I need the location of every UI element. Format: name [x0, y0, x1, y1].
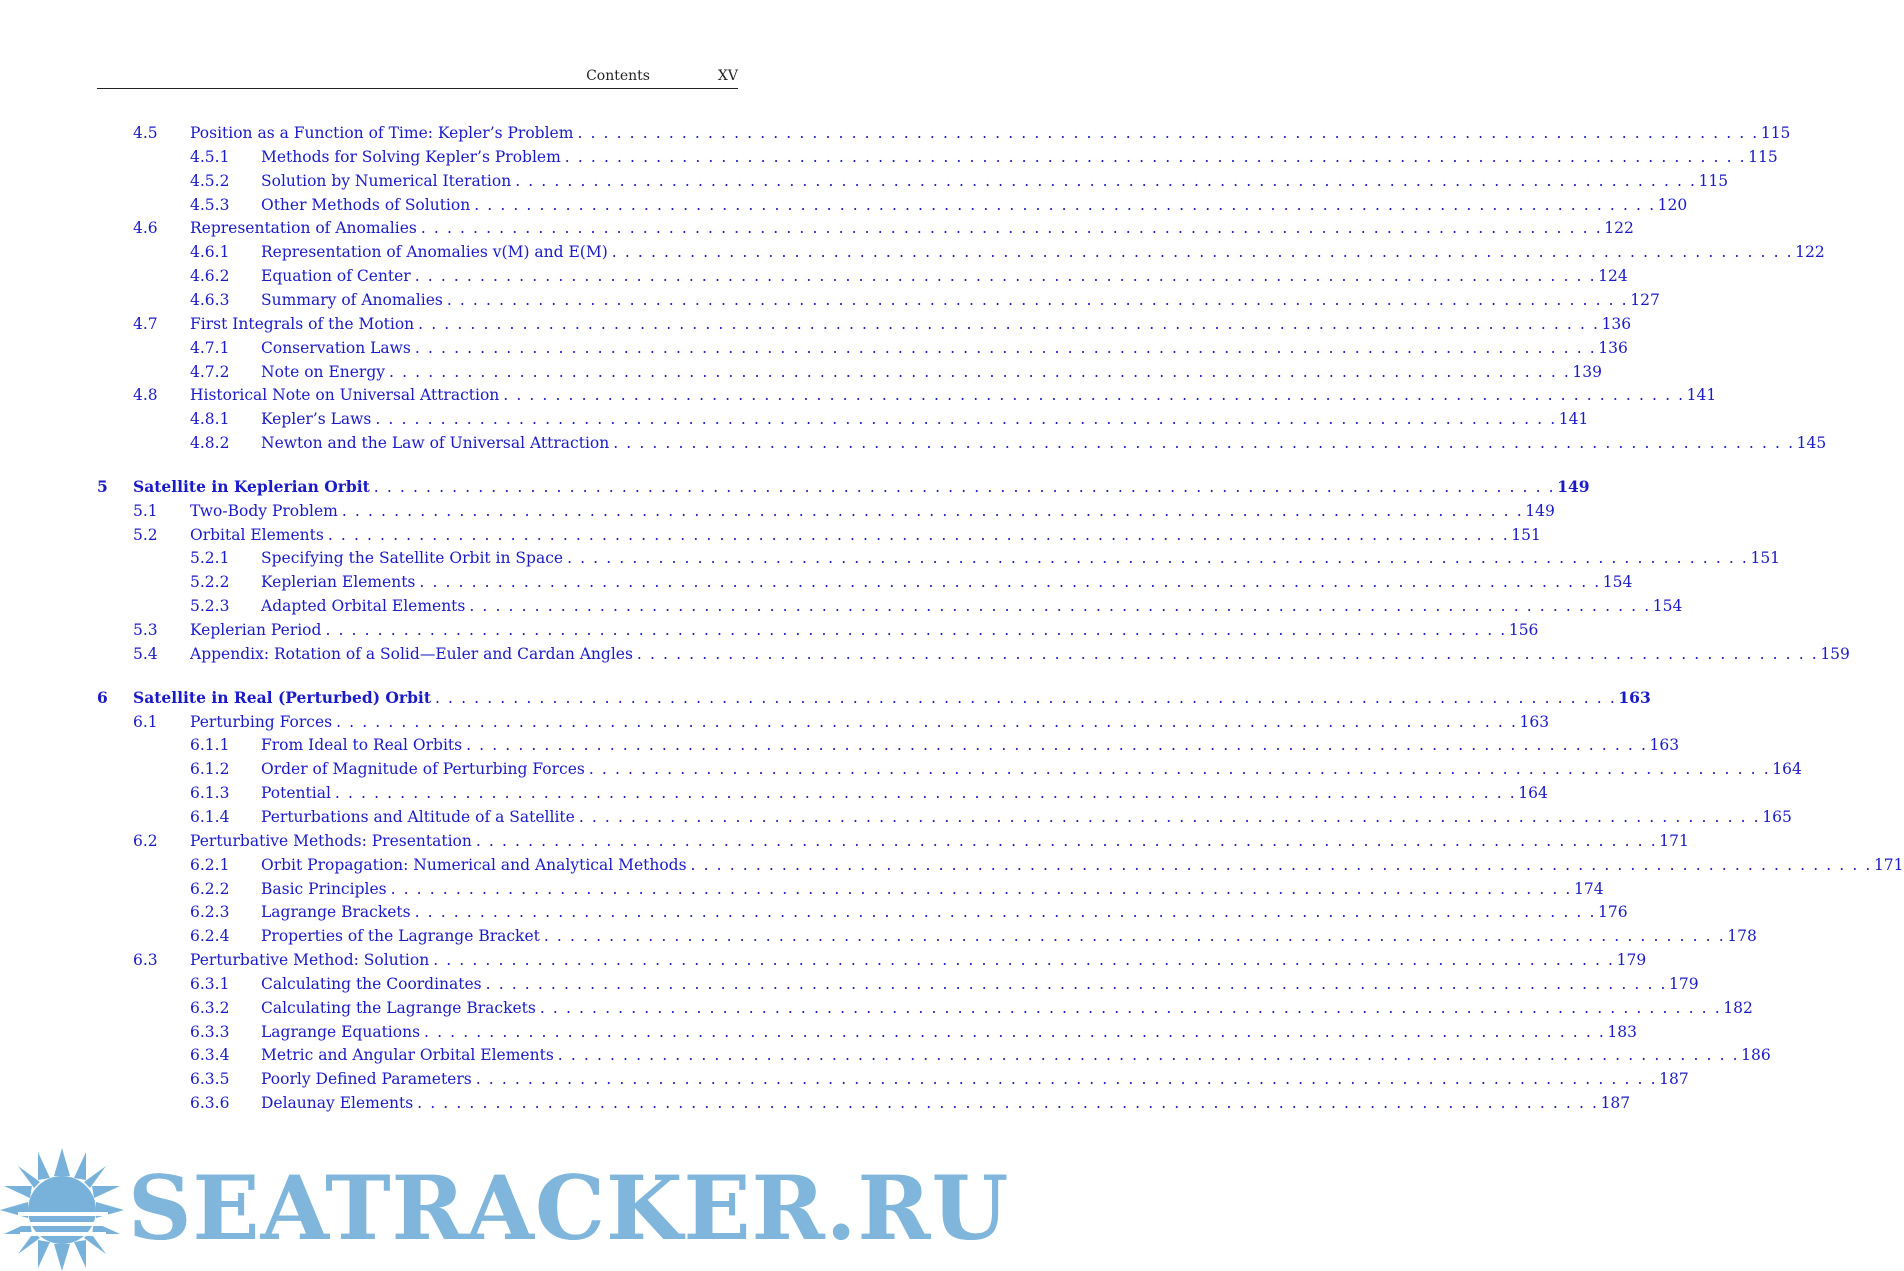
- toc-subsection-row[interactable]: [190, 337, 1628, 359]
- toc-section-row[interactable]: [133, 122, 1791, 144]
- toc-number: 6.3.2: [190, 999, 230, 1017]
- toc-entry: [190, 711, 1550, 733]
- toc-subsection-row[interactable]: [190, 571, 1633, 593]
- toc-leader-dots: [421, 217, 1602, 239]
- toc-number: 4.5.2: [190, 172, 230, 190]
- toc-title: Two-Body Problem: [190, 502, 338, 520]
- toc-page-number: 115: [1748, 148, 1778, 166]
- toc-subsection-row[interactable]: [190, 1092, 1631, 1114]
- toc-section-row[interactable]: [133, 711, 1550, 733]
- toc-page-number: 136: [1598, 339, 1628, 357]
- toc-number: 4.8: [133, 386, 158, 404]
- toc-leader-dots: [447, 289, 1628, 311]
- toc-title: Representation of Anomalies v(M) and E(M): [261, 243, 608, 261]
- toc-subsection-row[interactable]: [190, 734, 1680, 756]
- header-page-number: XV: [717, 68, 738, 84]
- toc-number: 4.6.2: [190, 267, 230, 285]
- toc-subsection-row[interactable]: [190, 782, 1548, 804]
- toc-title: Calculating the Lagrange Brackets: [261, 999, 536, 1017]
- toc-subsection-row[interactable]: [190, 1021, 1638, 1043]
- toc-title: Calculating the Coordinates: [261, 975, 482, 993]
- toc-leader-dots: [336, 711, 1517, 733]
- toc-title: Note on Energy: [261, 363, 386, 381]
- toc-leader-dots: [579, 806, 1760, 828]
- toc-number: 4.8.2: [190, 434, 230, 452]
- toc-number: 5.1: [133, 502, 158, 520]
- toc-entry: [261, 734, 1680, 756]
- toc-number: 6.3: [133, 951, 158, 969]
- toc-title: Solution by Numerical Iteration: [261, 172, 512, 190]
- toc-page-number: 141: [1558, 410, 1589, 428]
- toc-page-number: 176: [1597, 903, 1628, 921]
- toc-subsection-row[interactable]: [190, 432, 1827, 454]
- toc-leader-dots: [374, 476, 1555, 498]
- toc-entry: [190, 619, 1539, 641]
- toc-leader-dots: [577, 122, 1758, 144]
- toc-chapter-row[interactable]: [97, 476, 1590, 498]
- toc-leader-dots: [544, 925, 1725, 947]
- toc-entry: [261, 146, 1778, 168]
- toc-entry: [190, 500, 1555, 522]
- toc-number: 4.5.1: [190, 148, 230, 166]
- toc-page-number: 187: [1659, 1070, 1689, 1088]
- toc-page-number: 163: [1618, 688, 1651, 707]
- header-title: Contents: [586, 68, 650, 84]
- toc-title: Orbital Elements: [190, 526, 324, 544]
- toc-title: Poorly Defined Parameters: [261, 1070, 472, 1088]
- toc-entry: [133, 687, 1651, 709]
- toc-title: Orbit Propagation: Numerical and Analytical Methods: [261, 856, 687, 874]
- toc-subsection-row[interactable]: [190, 806, 1792, 828]
- toc-section-row[interactable]: [133, 949, 1647, 971]
- toc-title: Summary of Anomalies: [261, 291, 443, 309]
- toc-title: Satellite in Keplerian Orbit: [133, 477, 370, 496]
- toc-section-row[interactable]: [133, 500, 1555, 522]
- toc-page-number: 145: [1796, 434, 1827, 452]
- toc-page-number: 186: [1741, 1046, 1771, 1064]
- toc-number: 6.1: [133, 713, 158, 731]
- toc-page-number: 163: [1649, 736, 1680, 754]
- toc-title: Kepler’s Laws: [261, 410, 372, 428]
- toc-leader-dots: [476, 1068, 1657, 1090]
- toc-leader-dots: [424, 1021, 1605, 1043]
- toc-page-number: 127: [1630, 291, 1660, 309]
- toc-title: From Ideal to Real Orbits: [261, 736, 463, 754]
- toc-leader-dots: [612, 241, 1793, 263]
- toc-number: 6.3.4: [190, 1046, 230, 1064]
- toc-title: Methods for Solving Kepler’s Problem: [261, 148, 561, 166]
- toc-entry: [261, 595, 1683, 617]
- toc-entry: [190, 384, 1717, 406]
- toc-entry: [261, 1021, 1638, 1043]
- toc-page-number: 149: [1525, 502, 1555, 520]
- toc-page-number: 187: [1600, 1094, 1631, 1112]
- toc-number: 4.7.2: [190, 363, 230, 381]
- toc-number: 6: [97, 688, 108, 707]
- toc-leader-dots: [417, 1092, 1598, 1114]
- toc-page-number: 154: [1652, 597, 1683, 615]
- toc-title: Satellite in Real (Perturbed) Orbit: [133, 688, 431, 707]
- toc-entry: [190, 217, 1634, 239]
- toc-entry: [190, 643, 1850, 665]
- toc-leader-dots: [415, 901, 1596, 923]
- toc-number: 6.2.2: [190, 880, 230, 898]
- toc-subsection-row[interactable]: [190, 997, 1753, 1019]
- toc-number: 6.3.6: [190, 1094, 230, 1112]
- toc-leader-dots: [433, 949, 1614, 971]
- toc-leader-dots: [415, 265, 1596, 287]
- toc-number: 6.2.3: [190, 903, 230, 921]
- toc-page-number: 171: [1659, 832, 1689, 850]
- toc-leader-dots: [474, 194, 1655, 216]
- toc-title: Specifying the Satellite Orbit in Space: [261, 549, 564, 567]
- toc-page-number: 124: [1598, 267, 1628, 285]
- toc-leader-dots: [375, 408, 1556, 430]
- toc-subsection-row[interactable]: [190, 408, 1589, 430]
- toc-page-number: 171: [1873, 856, 1904, 874]
- toc-entry: [261, 758, 1802, 780]
- toc-entry: [261, 806, 1792, 828]
- toc-entry: [261, 782, 1548, 804]
- toc-leader-dots: [335, 782, 1516, 804]
- toc-subsection-row[interactable]: [190, 361, 1603, 383]
- toc-number: 4.7.1: [190, 339, 230, 357]
- toc-page-number: 115: [1760, 124, 1791, 142]
- sun-logo-icon: [0, 1148, 130, 1271]
- toc-page-number: 149: [1557, 477, 1590, 496]
- toc-subsection-row[interactable]: [190, 758, 1802, 780]
- toc-title: Perturbative Methods: Presentation: [190, 832, 472, 850]
- toc-page-number: 122: [1795, 243, 1825, 261]
- toc-number: 5.4: [133, 645, 158, 663]
- toc-entry: [261, 265, 1628, 287]
- toc-entry: [261, 361, 1603, 383]
- toc-entry: [261, 997, 1753, 1019]
- toc-entry: [261, 1068, 1689, 1090]
- toc-page-number: 178: [1727, 927, 1757, 945]
- toc-leader-dots: [328, 524, 1509, 546]
- toc-subsection-row[interactable]: [190, 925, 1757, 947]
- toc-entry: [261, 432, 1827, 454]
- toc-entry: [261, 337, 1628, 359]
- toc-number: 6.3.5: [190, 1070, 230, 1088]
- toc-leader-dots: [415, 337, 1596, 359]
- toc-title: Adapted Orbital Elements: [261, 597, 466, 615]
- toc-entry: [261, 194, 1688, 216]
- toc-leader-dots: [567, 547, 1748, 569]
- toc-leader-dots: [558, 1044, 1739, 1066]
- toc-number: 6.2.4: [190, 927, 230, 945]
- toc-title: Lagrange Brackets: [261, 903, 411, 921]
- toc-number: 4.6.1: [190, 243, 230, 261]
- toc-number: 5: [97, 477, 108, 496]
- toc-page-number: 179: [1616, 951, 1647, 969]
- toc-leader-dots: [476, 830, 1657, 852]
- toc-number: 6.3.3: [190, 1023, 230, 1041]
- watermark: [0, 1148, 1010, 1271]
- toc-title: Historical Note on Universal Attraction: [190, 386, 500, 404]
- toc-leader-dots: [691, 854, 1872, 876]
- toc-entry: [261, 241, 1825, 263]
- toc-entry: [190, 524, 1541, 546]
- toc-leader-dots: [469, 595, 1650, 617]
- toc-title: Perturbative Method: Solution: [190, 951, 430, 969]
- toc-number: 4.5: [133, 124, 158, 142]
- toc-page-number: 179: [1669, 975, 1699, 993]
- toc-subsection-row[interactable]: [190, 595, 1683, 617]
- toc-page-number: 156: [1508, 621, 1539, 639]
- toc-section-row[interactable]: [133, 384, 1717, 406]
- toc-page-number: 164: [1772, 760, 1802, 778]
- toc-entry: [261, 925, 1757, 947]
- toc-page-number: 120: [1657, 196, 1688, 214]
- toc-number: 6.2.1: [190, 856, 230, 874]
- toc-number: 5.3: [133, 621, 158, 639]
- toc-entry: [261, 1044, 1771, 1066]
- toc-entry: [261, 878, 1604, 900]
- toc-leader-dots: [486, 973, 1667, 995]
- toc-page-number: 165: [1762, 808, 1792, 826]
- toc-leader-dots: [342, 500, 1523, 522]
- toc-page-number: 163: [1519, 713, 1550, 731]
- toc-number: 4.7: [133, 315, 158, 333]
- toc-title: Perturbations and Altitude of a Satellite: [261, 808, 575, 826]
- toc-number: 5.2.3: [190, 597, 230, 615]
- toc-page-number: 115: [1698, 172, 1729, 190]
- toc-entry: [261, 571, 1633, 593]
- toc-page-number: 136: [1601, 315, 1632, 333]
- toc-title: Potential: [261, 784, 331, 802]
- toc-number: 4.6: [133, 219, 158, 237]
- toc-page-number: 151: [1511, 526, 1541, 544]
- toc-page-number: 154: [1602, 573, 1633, 591]
- toc-title: Lagrange Equations: [261, 1023, 421, 1041]
- toc-leader-dots: [589, 758, 1770, 780]
- toc-entry: [261, 854, 1904, 876]
- toc-leader-dots: [540, 997, 1721, 1019]
- toc-title: Metric and Angular Orbital Elements: [261, 1046, 554, 1064]
- toc-title: Conservation Laws: [261, 339, 411, 357]
- toc-leader-dots: [466, 734, 1647, 756]
- toc-subsection-row[interactable]: [190, 194, 1688, 216]
- toc-title: Representation of Anomalies: [190, 219, 417, 237]
- toc-page-number: 151: [1750, 549, 1781, 567]
- toc-subsection-row[interactable]: [190, 547, 1781, 569]
- toc-entry: [190, 122, 1791, 144]
- toc-entry: [261, 973, 1699, 995]
- toc-chapter-row[interactable]: [97, 687, 1651, 709]
- toc-title: Position as a Function of Time: Kepler’s Problem: [190, 124, 574, 142]
- toc-leader-dots: [419, 571, 1600, 593]
- toc-title: Order of Magnitude of Perturbing Forces: [261, 760, 585, 778]
- toc-title: Keplerian Period: [190, 621, 322, 639]
- toc-leader-dots: [418, 313, 1599, 335]
- toc-number: 4.8.1: [190, 410, 230, 428]
- toc-number: 5.2.1: [190, 549, 230, 567]
- watermark-text: SEATRACKER.RU: [128, 1156, 1010, 1260]
- toc-entry: [261, 170, 1729, 192]
- toc-number: 4.5.3: [190, 196, 230, 214]
- toc-page-number: 164: [1518, 784, 1548, 802]
- toc-page-number: 141: [1686, 386, 1717, 404]
- toc-title: Newton and the Law of Universal Attraction: [261, 434, 610, 452]
- toc-section-row[interactable]: [133, 313, 1632, 335]
- toc-title: Other Methods of Solution: [261, 196, 471, 214]
- toc-page-number: 122: [1604, 219, 1634, 237]
- toc-subsection-row[interactable]: [190, 854, 1904, 876]
- toc-subsection-row[interactable]: [190, 170, 1729, 192]
- toc-entry: [190, 830, 1689, 852]
- toc-number: 4.6.3: [190, 291, 230, 309]
- toc-subsection-row[interactable]: [190, 901, 1628, 923]
- toc-number: 6.1.2: [190, 760, 230, 778]
- toc-leader-dots: [389, 361, 1570, 383]
- toc-subsection-row[interactable]: [190, 146, 1778, 168]
- toc-section-row[interactable]: [133, 619, 1539, 641]
- toc-subsection-row[interactable]: [190, 878, 1604, 900]
- toc-subsection-row[interactable]: [190, 241, 1825, 263]
- toc-number: 5.2: [133, 526, 158, 544]
- toc-entry: [261, 901, 1628, 923]
- toc-entry: [261, 1092, 1631, 1114]
- toc-leader-dots: [391, 878, 1572, 900]
- toc-title: Keplerian Elements: [261, 573, 416, 591]
- toc-entry: [133, 476, 1590, 498]
- toc-page-number: 183: [1607, 1023, 1638, 1041]
- toc-number: 6.1.1: [190, 736, 230, 754]
- toc-number: 6.1.3: [190, 784, 230, 802]
- toc-title: Properties of the Lagrange Bracket: [261, 927, 540, 945]
- toc-title: Appendix: Rotation of a Solid—Euler and Cardan Angles: [190, 645, 633, 663]
- toc-section-row[interactable]: [133, 830, 1689, 852]
- toc-section-row[interactable]: [133, 643, 1850, 665]
- toc-title: Basic Principles: [261, 880, 387, 898]
- toc-number: 6.3.1: [190, 975, 230, 993]
- toc-leader-dots: [435, 687, 1616, 709]
- toc-leader-dots: [503, 384, 1684, 406]
- toc-subsection-row[interactable]: [190, 289, 1660, 311]
- toc-title: Perturbing Forces: [190, 713, 333, 731]
- toc-title: First Integrals of the Motion: [190, 315, 415, 333]
- toc-page-number: 159: [1820, 645, 1850, 663]
- toc-page-number: 139: [1572, 363, 1603, 381]
- toc-number: 6.2: [133, 832, 158, 850]
- toc-leader-dots: [637, 643, 1818, 665]
- toc-entry: [190, 949, 1647, 971]
- toc-page-number: 174: [1573, 880, 1604, 898]
- toc-entry: [261, 289, 1660, 311]
- toc-leader-dots: [565, 146, 1746, 168]
- toc-entry: [261, 547, 1781, 569]
- toc-leader-dots: [613, 432, 1794, 454]
- toc-leader-dots: [325, 619, 1506, 641]
- toc-entry: [190, 313, 1632, 335]
- toc-subsection-row[interactable]: [190, 1044, 1771, 1066]
- toc-section-row[interactable]: [133, 217, 1634, 239]
- toc-number: 6.1.4: [190, 808, 230, 826]
- toc-title: Delaunay Elements: [261, 1094, 414, 1112]
- toc-section-row[interactable]: [133, 524, 1541, 546]
- toc-subsection-row[interactable]: [190, 973, 1699, 995]
- toc-page-number: 182: [1723, 999, 1753, 1017]
- toc-subsection-row[interactable]: [190, 265, 1628, 287]
- toc-leader-dots: [515, 170, 1696, 192]
- toc-entry: [261, 408, 1589, 430]
- toc-number: 5.2.2: [190, 573, 230, 591]
- toc-subsection-row[interactable]: [190, 1068, 1689, 1090]
- toc-title: Equation of Center: [261, 267, 411, 285]
